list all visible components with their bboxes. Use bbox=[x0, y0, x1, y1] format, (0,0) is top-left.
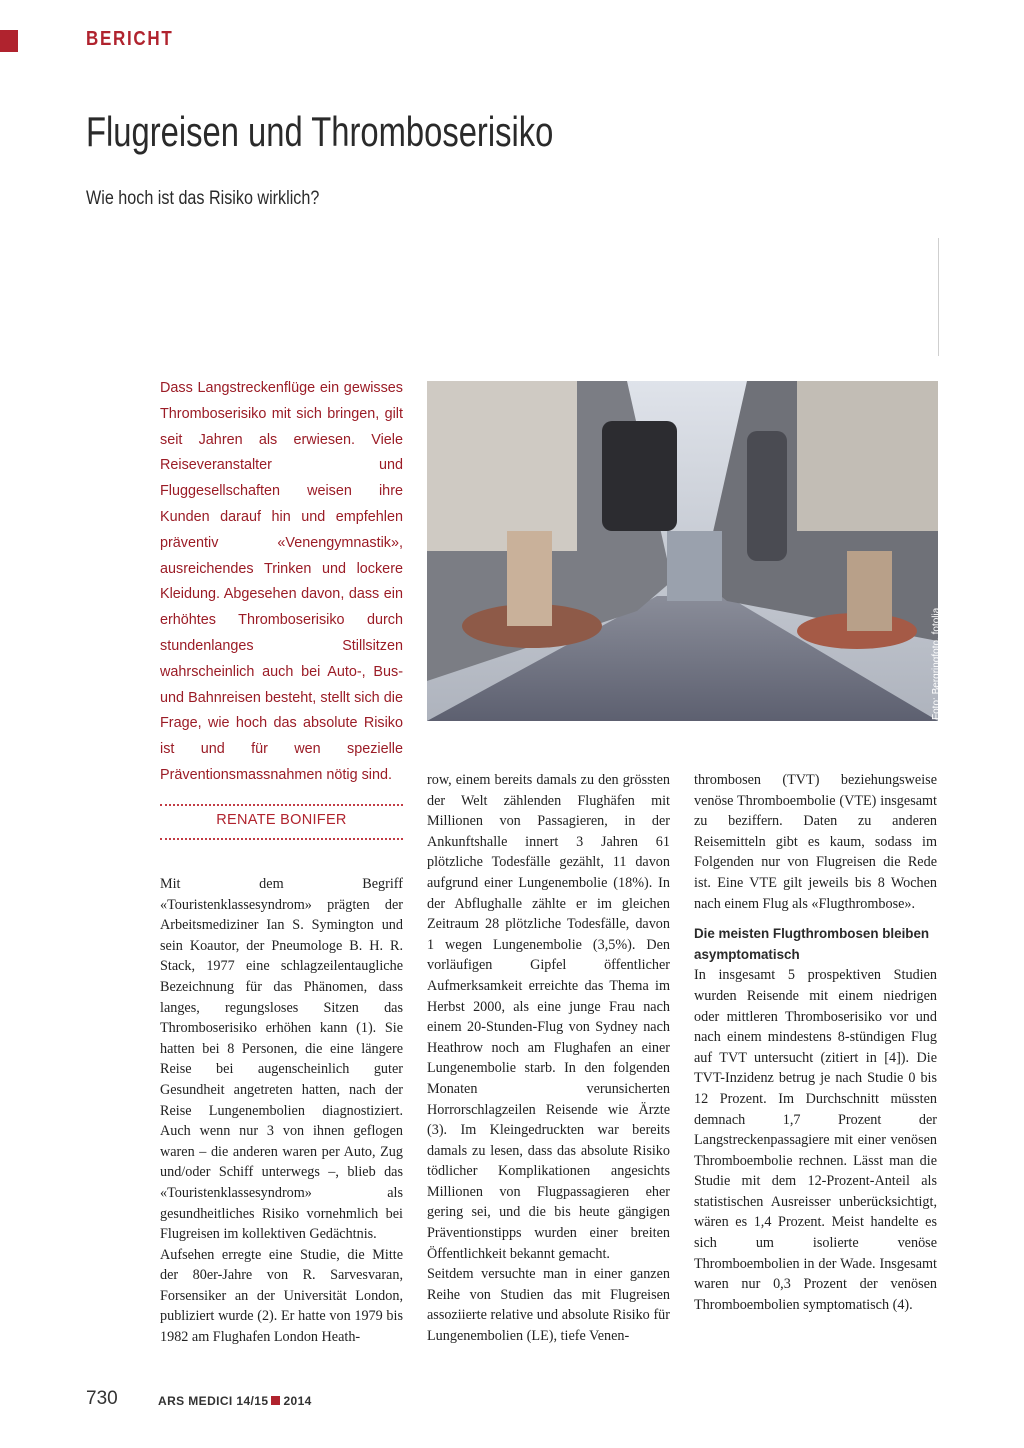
column-3-paragraph-2: In insgesamt 5 prospektiven Studien wurden Reisende mit einem niedrigen oder mittleren Thromboserisiko vor und nach einem mindestens 8-stündigen Flug auf TVT untersucht (zitiert in [4]). Die TVT-Inzidenz betrug je nach Studie 0 bis 12 Prozent. Im Durchschnitt müssten demnach 1,7 Prozent der Langstreckenpassagiere mit einer venösen Thromboembolie rechnen. Lässt man die Studie mit dem 12-Prozent-Anteil als statistischen Ausreisser unberücksichtigt, wären es 1,4 Prozent. Meist handelte es sich um isolierte venöse Thromboembolien in der Wade. Insgesamt waren nur 0,3 Prozent der venösen Thromboembolien symptomatisch (4). bbox=[694, 967, 937, 1313]
body-column-1 bbox=[160, 874, 403, 1348]
section-label: BERICHT bbox=[86, 28, 174, 50]
article-subtitle: Wie hoch ist das Risiko wirklich? bbox=[86, 188, 320, 209]
author-name: RENATE BONIFER bbox=[216, 812, 347, 828]
column-2-paragraph-1: row, einem bereits damals zu den grössten der Welt zählenden Flughäfen mit Millionen von Passagieren, in der Ankunftshalle innert 3 Jahren 61 plötzliche Todesfälle gezählt, 11 davon aufgrund einer Lungenembolie (18%). In der Abflughalle zählte er im gleichen Zeitraum 28 plötzliche Todesfälle, davon 1 wegen Lungenembolie (3,5%). Den vorläufigen Gipfel öffentlicher Aufmerksamkeit erreichte das Thema im Herbst 2000, als eine junge Frau nach einem 20-Stunden-Flug von Sydney nach Heathrow noch am Flughafen an einer Lungenembolie starb. In den folgenden Monaten verunsicherten Horrorschlagzeilen Reisende wie Ärzte (3). Im Kleingedruckten war bereits damals zu lesen, dass das absolute Risiko tödlicher Komplikationen angesichts Millionen von Flugpassagieren eher gering sei, und die bis heute gängigen Präventionstipps wurden einer breiten Öffentlichkeit bekannt gemacht. bbox=[427, 772, 670, 1262]
journal-name: ARS MEDICI 14/15 bbox=[158, 1394, 269, 1408]
column-3-paragraph-1: thrombosen (TVT) beziehungsweise venöse Thromboembolie (VTE) insgesamt zu beziffern. Daten zu anderen Reisemitteln gibt es kaum, sodass im Folgenden nur von Flugreisen die Rede ist. Eine VTE gilt jeweils bis 8 Wochen nach einem Flug als «Flugthrombose». bbox=[694, 772, 937, 912]
section-marker bbox=[0, 30, 18, 52]
lead-paragraph: Dass Langstreckenflüge ein gewisses Thromboserisiko mit sich bringen, gilt seit Jahren als erwiesen. Viele Reiseveranstalter und Fluggesellschaften weisen ihre Kunden darauf hin und empfehlen präventiv «Venengymnastik», ausreichendes Trinken und lockere Kleidung. Abgesehen davon, dass ein erhöhtes Thromboserisiko durch stundenlanges Stillsitzen wahrscheinlich auch bei Auto-, Bus- und Bahnreisen besteht, stellt sich die Frage, wie hoch das absolute Risiko ist und für wen spezielle Präventionsmassnahmen nötig sind. bbox=[160, 380, 403, 783]
margin-rule bbox=[938, 238, 939, 356]
author-divider-bottom bbox=[160, 838, 403, 840]
journal-year: 2014 bbox=[283, 1394, 312, 1408]
column-1-paragraph-1: Mit dem Begriff «Touristenklassesyndrom» prägten der Arbeitsmediziner Ian S. Symington und sein Koautor, der Pneumologe B. H. R. Stack, 1977 eine schlagzeilentaugliche Bezeichnung für das Phänomen, dass langes, regungsloses Sitzen das Thromboserisiko erhöhen kann (1). Sie hatten bei 8 Personen, die eine längere Reise bei augenscheinlich guter Gesundheit angetreten hatten, nach der Reise Lungenembolien diagnostiziert. Auch wenn nur 3 von ihnen geflogen waren – die anderen waren per Auto, Zug und/oder Schiff unterwegs –, blieb das «Touristenklassesyndrom» als gesundheitliches Risiko vornehmlich bei Flugreisen im kollektiven Gedächtnis. bbox=[160, 876, 403, 1243]
author-divider-top bbox=[160, 804, 403, 806]
photo-credit: Foto: Bergringfoto, fotolia bbox=[931, 607, 942, 720]
airplane-aisle-photo bbox=[427, 381, 938, 721]
body-column-2 bbox=[427, 770, 670, 1347]
column-1-paragraph-2: Aufsehen erregte eine Studie, die Mitte der 80er-Jahre von R. Sarvesvaran, Forsensiker an der Universität London, publiziert wurde (2). Er hatte von 1979 bis 1982 am Flughafen London Heath- bbox=[160, 1246, 403, 1346]
article-title: Flugreisen und Thromboserisiko bbox=[86, 108, 554, 155]
body-column-3 bbox=[694, 770, 937, 1315]
column-3-subheading: Die meisten Flugthrombosen bleiben asymptomatisch bbox=[694, 926, 930, 962]
footer-square-icon bbox=[271, 1396, 280, 1405]
page-number: 730 bbox=[86, 1388, 118, 1409]
journal-footer bbox=[158, 1394, 312, 1408]
column-2-paragraph-2: Seitdem versuchte man in einer ganzen Reihe von Studien das mit Flugreisen assoziierte relative und absolute Risiko für Lungenembolien (LE), tiefe Venen- bbox=[427, 1266, 670, 1345]
